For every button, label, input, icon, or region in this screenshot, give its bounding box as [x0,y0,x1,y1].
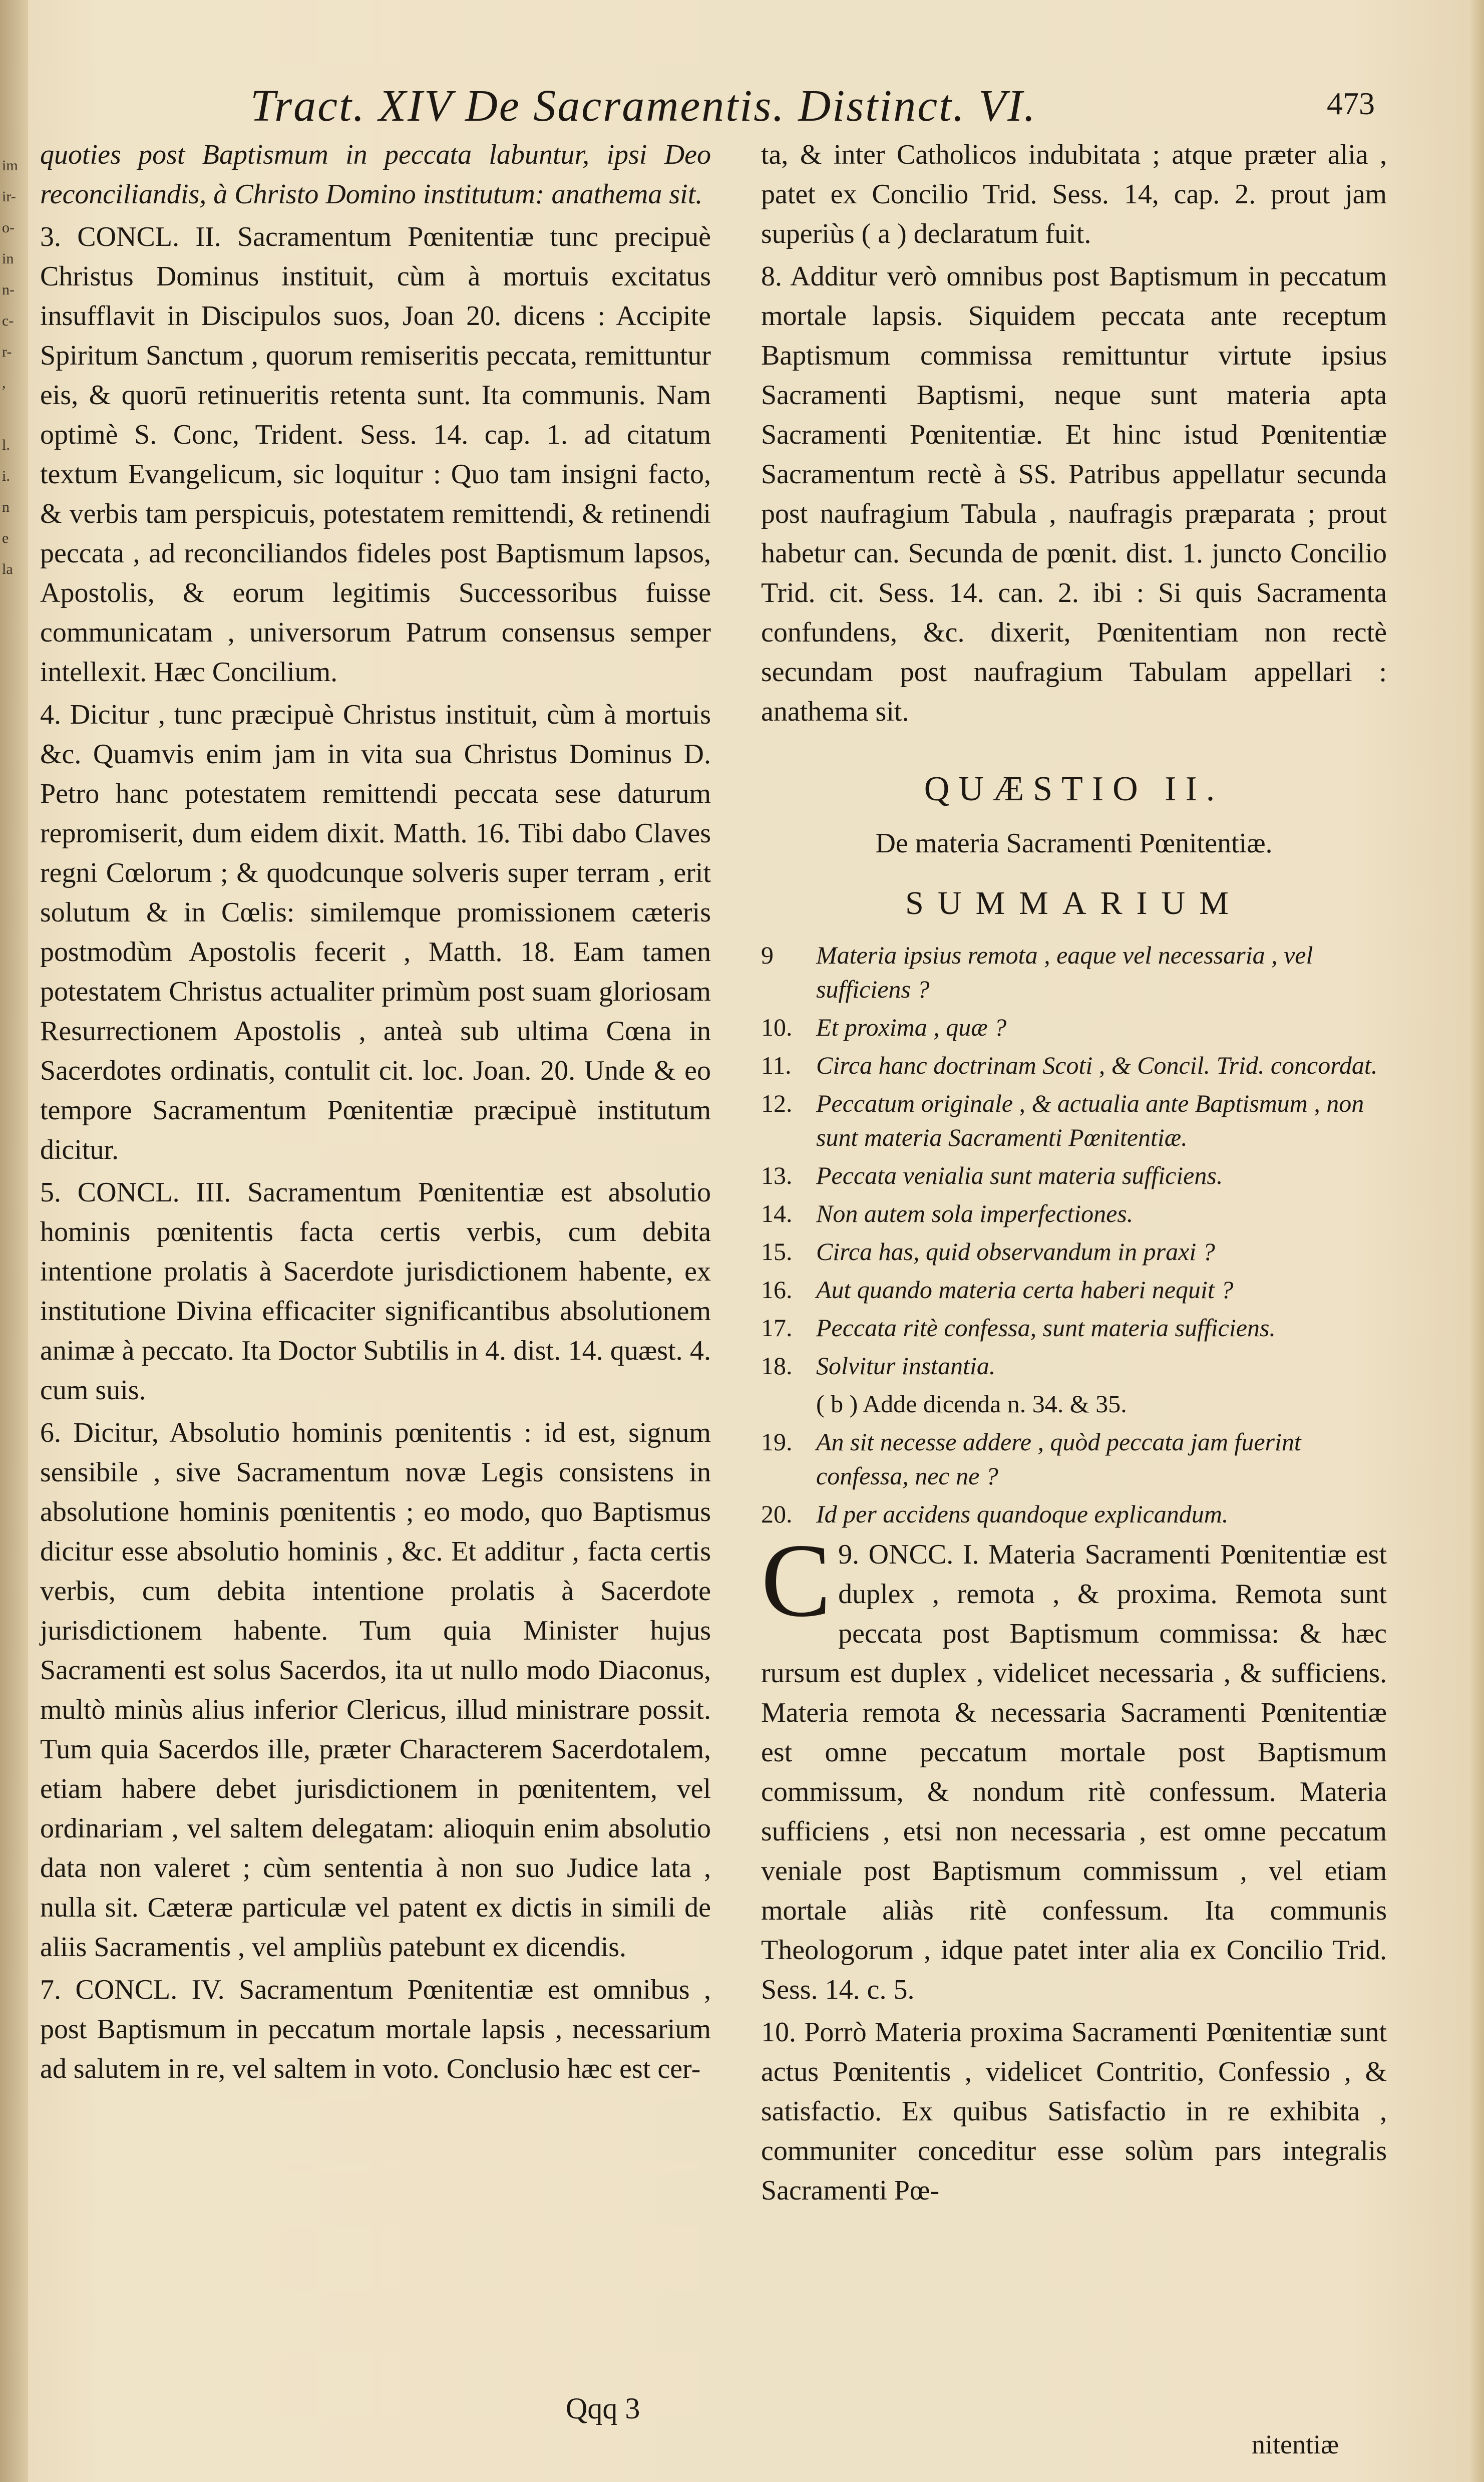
summary-item [761,938,1387,1006]
paragraph-10: 10. Porrò Materia proxima Sacramenti Pœnitentiæ sunt actus Pœnitentis , videlicet Contritio, Confessio , & satisfactio. Ex quibus Satisfactio in re exhibita , communiter conceditur esse solùm pars integralis Sacramenti Pœ- [761,2017,1387,2206]
summary-text: Peccatum originale , & actualia ante Baptismum , non sunt materia Sacramenti Pœnitentiæ. [816,1089,1364,1151]
summary-item [761,1234,1387,1269]
paragraph: 5. CONCL. III. Sacramentum Pœnitentiæ est absolutio hominis pœnitentis facta certis verbis, cum debita intentione prolatis à Sacerdote jurisdictionem habente, ex institutione Divina efficaciter significantibus absolutionem animæ à peccato. Ita Doctor Subtilis in 4. dist. 14. quæst. 4. cum suis. [40,1177,711,1406]
summary-item [761,1196,1387,1230]
left-column [40,135,711,2092]
previous-page-fragments [2,150,26,585]
summary-text: Solvitur instantia. [816,1352,996,1380]
summary-list [761,938,1387,1531]
summary-title: SUMMARIUM [905,885,1243,921]
fragment: , [2,375,6,391]
paragraph-number: 9. [838,1539,860,1570]
summary-number: 9 [761,941,774,969]
summary-note: ( b ) Adde dicenda n. 34. & 35. [816,1390,1127,1418]
summary-item [761,1311,1387,1345]
paragraph: 4. Dicitur , tunc præcipuè Christus instituit, cùm à mortuis &c. Quamvis enim jam in vita sua Christus Dominus D. Petro hanc potestatem remittendi peccata sese daturum repromiserit, dum eidem dixit. Matth. 16. Tibi dabo Claves regni Cœlorum ; & quodcunque solveris super terram , erit solutum & in Cœlis: similemque promissionem cæteris postmodùm Apostolis fecerit , Matth. 18. Eam tamen potestatem Christus actualiter primùm post suam gloriosam Resurrectionem Apostolis , anteà sub ultima Cœna in Sacerdotes ordinatis, contulit cit. loc. Joan. 20. Unde & eo tempore Sacramentum Pœnitentiæ præcipuè institutum dicitur. [40,699,711,1165]
fragment: r- [2,344,12,360]
summary-text: Peccata venialia sunt materia sufficiens. [816,1161,1223,1189]
summary-item [761,1086,1387,1154]
summary-number: 19. [761,1428,793,1456]
summary-text: Id per accidens quandoque explicandum. [816,1500,1229,1528]
fragment: i. [2,468,10,484]
fragment: e [2,530,9,546]
summary-text: Non autem sola imperfectiones. [816,1199,1134,1227]
fragment: ir- [2,188,16,205]
summary-item [761,1349,1387,1383]
summary-item [761,1497,1387,1531]
summary-item [761,1158,1387,1192]
summary-text: An sit necesse addere , quòd peccata jam fuerint confessa, nec ne ? [816,1428,1301,1490]
summary-text: Circa hanc doctrinam Scoti , & Concil. Trid. concordat. [816,1051,1378,1079]
paragraph: 6. Dicitur, Absolutio hominis pœnitentis : id est, signum sensibile , sive Sacramentum novæ Legis consistens in absolutione hominis pœnitentis ; eo modo, quo Baptismus dicitur esse absolutio hominis , &c. Et additur , facta certis verbis, cum debita intentione prolatis à Sacerdote jurisdictionem habente. Tum quia Minister hujus Sacramenti est solus Sacerdos, ita ut nullo modo Diaconus, multò minùs alius inferior Clericus, illud ministrare possit. Tum quia Sacerdos ille, præter Characterem Sacerdotalem, etiam habere debet jurisdictionem in pœnitentem, vel ordinariam , vel saltem delegatam: alioquin enim absolutio data non valeret ; cùm sententia à non suo Judice lata , nulla sit. Cæteræ particulæ vel patent ex dictis in simili de aliis Sacramentis , vel ampliùs patebunt ex dicendis. [40,1417,711,1963]
summary-number: 11. [761,1051,792,1079]
paragraph: quoties post Baptismum in peccata labuntur, ipsi Deo reconciliandis, à Christo Domino institutum: anathema sit. [40,139,711,210]
paragraph: 7. CONCL. IV. Sacramentum Pœnitentiæ est omnibus , post Baptismum in peccatum mortale lapsis , necessarium ad salutem in re, vel saltem in voto. Conclusio hæc est cer- [40,1974,711,2084]
signature-mark: Qqq 3 [566,2392,640,2425]
fragment: o- [2,219,15,236]
running-head: Tract. XIV De Sacramentis. Distinct. VI. [250,81,1037,131]
summary-text: Et proxima , quæ ? [816,1013,1007,1041]
question-subtitle: De materia Sacramenti Pœnitentiæ. [875,828,1273,859]
summary-number: 20. [761,1500,793,1528]
summary-number: 12. [761,1089,793,1117]
page-number: 473 [1327,86,1375,121]
fragment: l. [2,437,10,453]
summary-number: 14. [761,1199,793,1227]
summary-item [761,1425,1387,1493]
fragment: n- [2,281,15,298]
paragraph-text: ONCC. I. Materia Sacramenti Pœnitentiæ est duplex , remota , & proxima. Remota sunt peccata post Baptismum commissa: & hæc rursum est duplex , videlicet necessaria , & sufficiens. Materia remota & necessaria Sacramenti Pœnitentiæ est omne peccatum mortale post Baptismum commissum, & nondum ritè confessum. Materia sufficiens , etsi non necessaria , est omne peccatum veniale post Baptismum commissum , vel etiam mortale aliàs ritè confessum. Ita communis Theologorum , idque patet inter alia ex Concilio Trid. Sess. 14. c. 5. [761,1539,1387,2005]
fragment: c- [2,313,14,329]
fragment: in [2,250,14,267]
page-edge [1469,0,1484,2482]
drop-capital: C [761,1522,832,1639]
fragment [2,399,26,430]
summary-number: 17. [761,1314,793,1342]
paragraph: 3. CONCL. II. Sacramentum Pœnitentiæ tunc precipuè Christus Dominus instituit, cùm à mortuis excitatus insufflavit in Discipulos suos, Joan 20. dicens : Accipite Spiritum Sanctum , quorum remiseritis peccata, remittuntur eis, & quorū retinueritis retenta sunt. Ita communis. Nam optimè S. Conc, Trident. Sess. 14. cap. 1. ad citatum textum Evangelicum, sic loquitur : Quo tam insigni facto, & verbis tam perspicuis, potestatem remittendi, & retinendi peccata , ad reconciliandos fideles post Baptismum lapsos, Apostolis, & eorum legitimis Successoribus fuisse communicatam , universorum Patrum consensus semper intellexit. Hæc Concilium. [40,221,711,688]
summary-number: 15. [761,1237,793,1266]
summary-text: Aut quando materia certa haberi nequit ? [816,1276,1234,1304]
paragraph-9 [761,1522,1387,2010]
fragment: im [2,157,18,174]
summary-number: 13. [761,1161,793,1189]
summary-item [761,1048,1387,1082]
paragraph: ta, & inter Catholicos indubitata ; atque præter alia , patet ex Concilio Trid. Sess. 14, cap. 2. prout jam superiùs ( a ) declaratum fuit. [761,139,1387,249]
right-column [761,135,1387,2214]
fragment: n [2,499,10,515]
paragraph: 8. Additur verò omnibus post Baptismum in peccatum mortale lapsis. Siquidem peccata ante receptum Baptismum commissa remittuntur virtute ipsius Sacramenti Baptismi, neque sunt materia apta Sacramenti Pœnitentiæ. Et hinc istud Pœnitentiæ Sacramentum rectè à SS. Patribus appellatur secunda post naufragium Tabula , naufragis præparata ; prout habetur can. Secunda de pœnit. dist. 1. juncto Concilio Trid. cit. Sess. 14. can. 2. ibi : Si quis Sacramenta confundens, &c. dixerit, Pœnitentiam non rectè secundam post naufragium Tabulam appellari : anathema sit. [761,261,1387,727]
summary-number: 16. [761,1276,793,1304]
summary-text: Peccata ritè confessa, sunt materia sufficiens. [816,1314,1276,1342]
summary-number: 18. [761,1352,793,1380]
fragment: la [2,561,13,577]
summary-item [761,1273,1387,1307]
summary-text: Materia ipsius remota , eaque vel necessaria , vel sufficiens ? [816,941,1313,1003]
summary-item [761,1010,1387,1044]
summary-text: Circa has, quid observandum in praxi ? [816,1237,1215,1266]
catchword: nitentiæ [1252,2429,1339,2459]
summary-number: 10. [761,1013,793,1041]
question-title: QUÆSTIO II. [924,770,1224,808]
